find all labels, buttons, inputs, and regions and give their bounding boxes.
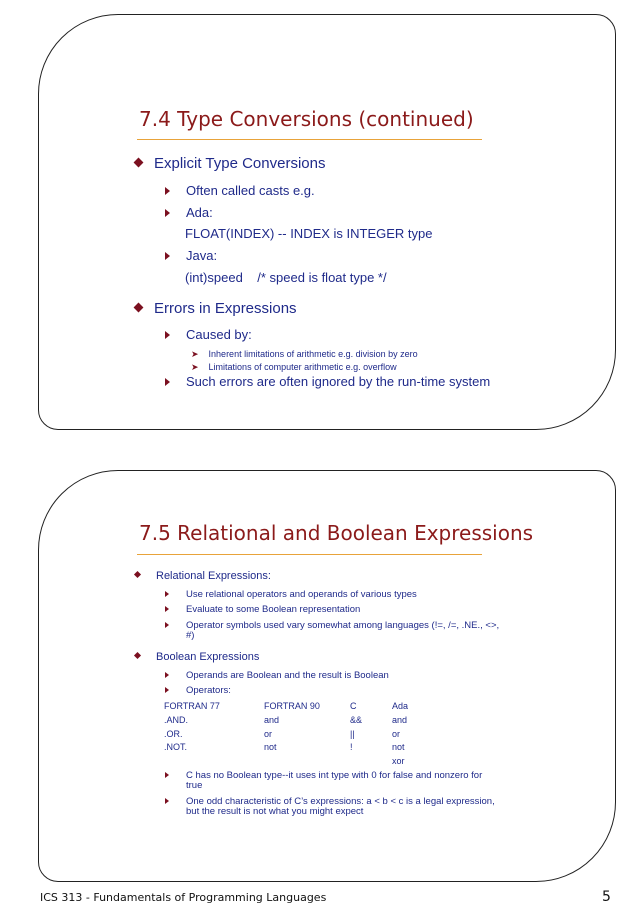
- table-header-c: C: [350, 701, 357, 711]
- table-cell: xor: [392, 756, 405, 766]
- odd-note-cont: but the result is not what you might expect: [186, 806, 364, 817]
- java-example: (int)speed /* speed is float type */: [185, 270, 387, 285]
- bullet-odd-characteristic: One odd characteristic of C’s expressions: a < b < c is a legal expression,: [165, 796, 495, 807]
- triangle-bullet-icon: [165, 209, 170, 217]
- diamond-bullet-icon: [134, 652, 141, 659]
- table-header-fortran77: FORTRAN 77: [164, 701, 220, 711]
- arrow-bullet-icon: ➤: [191, 362, 199, 372]
- sub-bullet-inherent: ➤ Inherent limitations of arithmetic e.g. division by zero: [191, 349, 418, 359]
- table-cell: not: [392, 742, 405, 752]
- table-cell: or: [264, 729, 273, 739]
- bullet-ignored: Such errors are often ignored by the run-time system: [165, 374, 490, 389]
- table-cell: .OR.: [164, 729, 183, 739]
- table-cell: !: [350, 742, 353, 752]
- footer-course-title: ICS 313 - Fundamentals of Programming Languages: [40, 891, 327, 904]
- page-number: 5: [602, 889, 611, 905]
- bullet-java: Java:: [165, 248, 217, 263]
- table-cell: .NOT.: [164, 742, 188, 752]
- table-cell: ||: [350, 729, 355, 739]
- table-header-fortran90: FORTRAN 90: [264, 701, 320, 711]
- table-cell: or: [392, 729, 401, 739]
- triangle-bullet-icon: [165, 252, 170, 260]
- table-cell: not: [264, 742, 277, 752]
- triangle-bullet-icon: [165, 622, 169, 628]
- diamond-bullet-icon: [134, 303, 144, 313]
- slide-title: 7.4 Type Conversions (continued): [139, 107, 474, 131]
- table-header-ada: Ada: [392, 701, 409, 711]
- table-cell: and: [264, 715, 280, 725]
- table-cell: .AND.: [164, 715, 189, 725]
- bullet-operators: Operators:: [165, 685, 231, 696]
- bullet-boolean: Boolean Expressions: [135, 651, 259, 663]
- c-note-cont: true: [186, 780, 203, 791]
- triangle-bullet-icon: [165, 687, 169, 693]
- bullet-evaluate: Evaluate to some Boolean representation: [165, 604, 360, 615]
- triangle-bullet-icon: [165, 331, 170, 339]
- triangle-bullet-icon: [165, 187, 170, 195]
- bullet-operands: Operands are Boolean and the result is Boolean: [165, 670, 389, 681]
- triangle-bullet-icon: [165, 672, 169, 678]
- arrow-bullet-icon: ➤: [191, 349, 199, 359]
- bullet-casts: Often called casts e.g.: [165, 183, 315, 198]
- triangle-bullet-icon: [165, 798, 169, 804]
- bullet-relational: Relational Expressions:: [135, 570, 271, 582]
- title-underline: [137, 554, 482, 555]
- bullet-operator-symbols: Operator symbols used vary somewhat among languages (!=, /=, .NE., <>,: [165, 620, 499, 631]
- table-cell: &&: [350, 715, 363, 725]
- bullet-relational-operators: Use relational operators and operands of various types: [165, 589, 417, 600]
- operator-symbols-cont: #): [186, 630, 195, 641]
- bullet-c-no-boolean: C has no Boolean type--it uses int type with 0 for false and nonzero for: [165, 770, 482, 781]
- bullet-explicit-conversions: Explicit Type Conversions: [135, 155, 325, 172]
- triangle-bullet-icon: [165, 378, 170, 386]
- bullet-ada: Ada:: [165, 205, 213, 220]
- title-underline: [137, 139, 482, 140]
- triangle-bullet-icon: [165, 772, 169, 778]
- slide-1: [38, 14, 616, 430]
- table-cell: and: [392, 715, 408, 725]
- bullet-caused-by: Caused by:: [165, 327, 252, 342]
- slide-2: [38, 470, 616, 882]
- slide-title: 7.5 Relational and Boolean Expressions: [139, 521, 534, 545]
- diamond-bullet-icon: [134, 571, 141, 578]
- sub-bullet-limitations: ➤ Limitations of computer arithmetic e.g. overflow: [191, 362, 397, 372]
- triangle-bullet-icon: [165, 606, 169, 612]
- ada-example: FLOAT(INDEX) -- INDEX is INTEGER type: [185, 226, 433, 241]
- diamond-bullet-icon: [134, 158, 144, 168]
- bullet-errors: Errors in Expressions: [135, 300, 297, 317]
- triangle-bullet-icon: [165, 591, 169, 597]
